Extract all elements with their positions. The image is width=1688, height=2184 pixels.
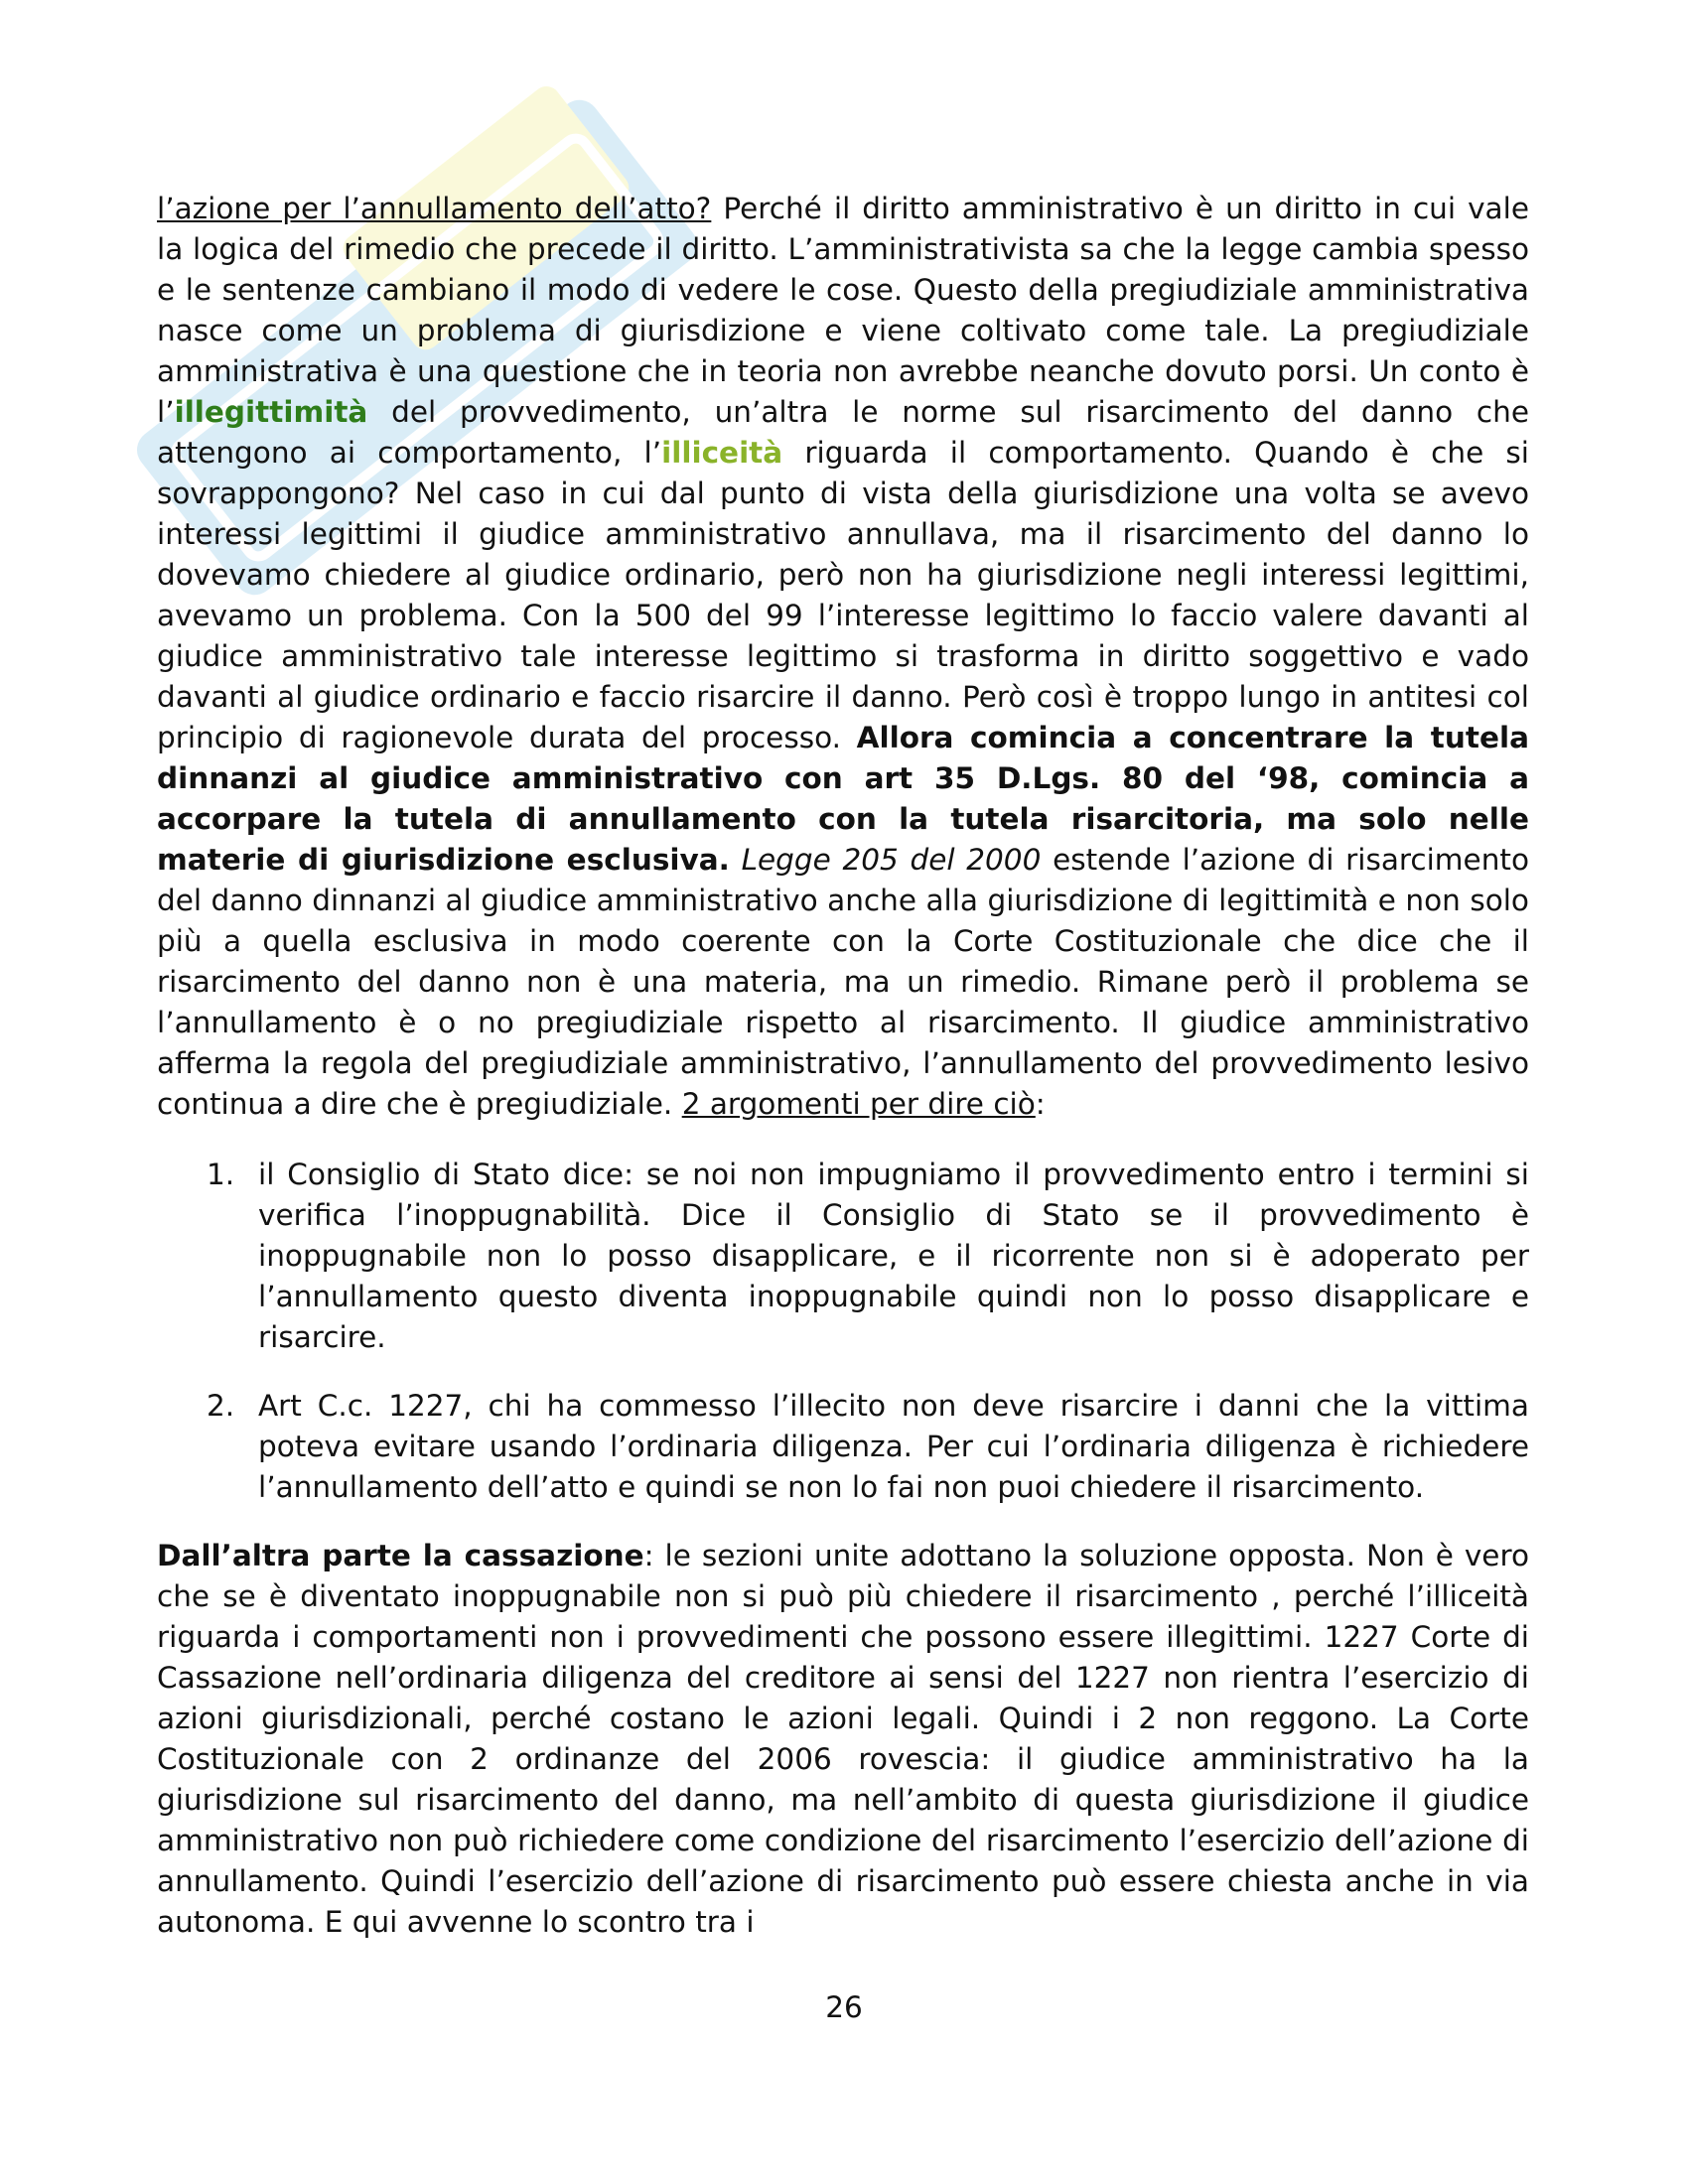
italic-law-reference: Legge 205 del 2000 [741,843,1042,877]
paragraph-2 [157,1536,1529,1943]
document-body [157,189,1529,1943]
text-run: : le sezioni unite adottano la soluzione opposta. Non è vero che se è diventato inoppugnabile non si può più chiedere il risarcimento , perché l’illiceità riguarda i comportamenti non i provvedimenti che possono essere illegittimi. 1227 Corte di Cassazione nell’ordinaria diligenza del creditore ai sensi del 1227 non rientra l’esercizio di azioni giurisdizionali, perché costano le azioni legali. Quindi i 2 non reggono. La Corte Costituzionale con 2 ordinanze del 2006 rovescia: il giudice amministrativo ha la giurisdizione sul risarcimento del danno, ma nell’ambito di questa giurisdizione il giudice amministrativo non può richiedere come condizione del risarcimento l’esercizio dell’azione di annullamento. Quindi l’esercizio dell’azione di risarcimento può essere chiesta anche in via autonoma. E qui avvenne lo scontro tra i [157,1539,1529,1939]
text-run: Perché il diritto amministrativo è un diritto in cui vale la logica del rimedio che precede il diritto. L’amministrativista sa che la legge cambia spesso e le sentenze cambiano il modo di vedere le cose. Questo della pregiudiziale amministrativa nasce come un problema di giurisdizione e viene coltivato come tale. La pregiudiziale amministrativa è una questione che in teoria non avrebbe neanche dovuto porsi. Un conto è l’ [157,192,1529,429]
highlight-illiceita: illiceità [661,436,783,470]
list-item [157,1155,1529,1358]
bold-passage: Allora comincia a concentrare la tutela dinnanzi al giudice amministrativo con art 35 D.Lgs. 80 del ‘98, comincia a accorpare la tutela di annullamento con la tutela risarcitoria, ma solo nelle materie di giurisdizione esclusiva. [157,721,1529,877]
list-number: 2. [207,1389,235,1423]
list-number: 1. [207,1158,235,1191]
page-number: 26 [825,1990,863,2024]
text-run: del provvedimento, un’altra le norme sul risarcimento del danno che attengono ai comportamento, l’ [157,395,1529,470]
bold-heading-cassazione: Dall’altra parte la cassazione [157,1539,644,1572]
highlight-illegittimita: illegittimità [174,395,368,429]
paragraph-1 [157,189,1529,1125]
text-run: : [1035,1087,1046,1121]
list-item-text: il Consiglio di Stato dice: se noi non impugniamo il provvedimento entro i termini si verifica l’inoppugnabilità. Dice il Consiglio di Stato se il provvedimento è inoppugnabile non lo posso disapplicare, e il ricorrente non si è adoperato per l’annullamento questo diventa inoppugnabile quindi non lo posso disapplicare e risarcire. [258,1158,1529,1354]
text-run [730,843,742,877]
list-item-text: Art C.c. 1227, chi ha commesso l’illecito non deve risarcire i danni che la vittima poteva evitare usando l’ordinaria diligenza. Per cui l’ordinaria diligenza è richiedere l’annullamento dell’atto e quindi se non lo fai non puoi chiedere il risarcimento. [258,1389,1529,1504]
list-item [157,1386,1529,1508]
underlined-arguments: 2 argomenti per dire ciò [681,1087,1036,1121]
numbered-list [157,1155,1529,1508]
text-run: riguarda il comportamento. Quando è che si sovrappongono? Nel caso in cui dal punto di vista della giurisdizione una volta se avevo interessi legittimi il giudice amministrativo annullava, ma il risarcimento del danno lo dovevamo chiedere al giudice ordinario, però non ha giurisdizione negli interessi legittimi, avevamo un problema. Con la 500 del 99 l’interesse legittimo lo faccio valere davanti al giudice amministrativo tale interesse legittimo si trasforma in diritto soggettivo e vado davanti al giudice ordinario e faccio risarcire il danno. Però così è troppo lungo in antitesi col principio di ragionevole durata del processo. [157,436,1529,754]
text-run: estende l’azione di risarcimento del danno dinnanzi al giudice amministrativo anche alla giurisdizione di legittimità e non solo più a quella esclusiva in modo coerente con la Corte Costituzionale che dice che il risarcimento del danno non è una materia, ma un rimedio. Rimane però il problema se l’annullamento è o no pregiudiziale rispetto al risarcimento. Il giudice amministrativo afferma la regola del pregiudiziale amministrativo, l’annullamento del provvedimento lesivo continua a dire che è pregiudiziale. [157,843,1529,1121]
underlined-question: l’azione per l’annullamento dell’atto? [157,192,712,225]
